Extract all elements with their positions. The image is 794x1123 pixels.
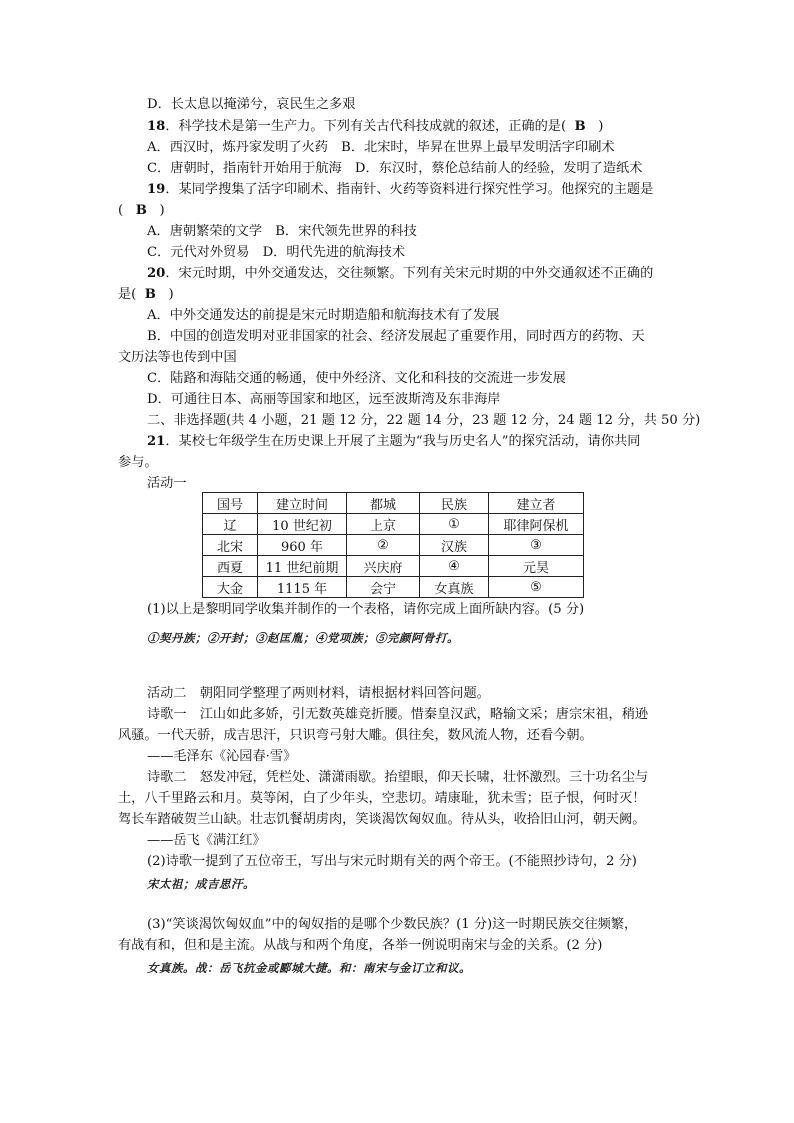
q20-option-a: A．中外交通发达的前提是宋元时期造船和航海技术有了发展 bbox=[147, 308, 500, 323]
poem-one-line2: 风骚。一代天骄，成吉思汗，只识弯弓射大雕。俱往矣，数风流人物，还看今朝。 bbox=[118, 728, 593, 743]
q21-stem bbox=[147, 432, 640, 452]
q21-text: ．某校七年级学生在历史课上开展了主题为“我与历史名人”的探究活动，请你共同 bbox=[165, 434, 641, 449]
q20-option-c: C．陆路和海陆交通的畅通，使中外经济、文化和科技的交流进一步发展 bbox=[147, 371, 566, 386]
q20-answer: B bbox=[144, 287, 156, 302]
q18-close: ) bbox=[598, 119, 604, 134]
q18-options-ab: A．西汉时，炼丹家发明了火药 B．北宋时，毕昇在世界上最早发明活字印刷术 bbox=[147, 140, 615, 155]
table-cell: ① bbox=[420, 514, 489, 535]
table-cell: 辽 bbox=[203, 514, 258, 535]
table-header-cell: 建立时间 bbox=[258, 493, 347, 514]
poem-two-line3: 驾长车踏破贺兰山缺。壮志饥餐胡虏肉，笑谈渴饮匈奴血。待从头，收拾旧山河，朝天阙。 bbox=[118, 812, 646, 827]
table-row bbox=[203, 514, 584, 535]
q20-text: ．宋元时期，中外交通发达，交往频繁。下列有关宋元时期的中外交通叙述不正确的 bbox=[165, 266, 654, 281]
activity-one-label: 活动一 bbox=[147, 476, 187, 491]
q21-sub3-question-cont: 有战有和，但和是主流。从战与和两个角度，各举一例说明南宋与金的关系。(2 分) bbox=[118, 938, 603, 953]
q19-answer: B bbox=[135, 203, 147, 218]
q18-number: 18 bbox=[147, 119, 166, 134]
poem-two-line2: 土，八千里路云和月。莫等闲，白了少年头，空悲切。靖康耻，犹未雪；臣子恨，何时灭！ bbox=[118, 791, 646, 806]
table-cell: 汉族 bbox=[420, 535, 489, 556]
q20-option-b-cont: 文历法等也传到中国 bbox=[118, 350, 237, 365]
table-cell: ⑤ bbox=[489, 577, 584, 598]
table-header-row bbox=[203, 493, 584, 514]
q21-sub3-question: (3)“笑谈渴饮匈奴血”中的匈奴指的是哪个少数民族？(1 分)这一时期民族交往频繁， bbox=[147, 917, 638, 932]
q21-sub2-question: (2)诗歌一提到了五位帝王，写出与宋元时期有关的两个帝王。(不能照抄诗句，2 分) bbox=[147, 854, 637, 869]
q21-sub1-answer: ①契丹族；②开封；③赵匡胤；④党项族；⑤完颜阿骨打。 bbox=[147, 631, 459, 645]
table-header-cell: 都城 bbox=[347, 493, 420, 514]
table-cell: 10 世纪初 bbox=[258, 514, 347, 535]
table-cell: ④ bbox=[420, 556, 489, 577]
q20-answer-line bbox=[118, 285, 174, 305]
q20-option-b: B．中国的创造发明对亚非国家的社会、经济发展起了重要作用，同时西方的药物、天 bbox=[147, 329, 645, 344]
q20-open: 是( bbox=[118, 287, 137, 302]
table-cell: 北宋 bbox=[203, 535, 258, 556]
table-cell: 元昊 bbox=[489, 556, 584, 577]
table-row bbox=[203, 577, 584, 598]
q21-number: 21 bbox=[147, 434, 166, 449]
poem-one-line1: 诗歌一 江山如此多娇，引无数英雄竞折腰。惜秦皇汉武，略输文采；唐宗宋祖，稍逊 bbox=[147, 707, 649, 722]
q19-close: ) bbox=[159, 203, 165, 218]
q21-stem-cont: 参与。 bbox=[118, 455, 158, 470]
activity-two-label: 活动二 朝阳同学整理了两则材料，请根据材料回答问题。 bbox=[147, 686, 490, 701]
table-cell: 960 年 bbox=[258, 535, 347, 556]
q20-close: ) bbox=[168, 287, 174, 302]
dynasty-table bbox=[202, 492, 584, 598]
q17-option-d: D．长太息以掩涕兮，哀民生之多艰 bbox=[147, 97, 356, 112]
poem-two-source: ——岳飞《满江红》 bbox=[147, 833, 266, 848]
table-cell: 耶律阿保机 bbox=[489, 514, 584, 535]
q21-sub3-answer: 女真族。战：岳飞抗金或郾城大捷。和：南宋与金订立和议。 bbox=[147, 961, 471, 975]
table-cell: ③ bbox=[489, 535, 584, 556]
q19-answer-line bbox=[118, 201, 165, 221]
q21-sub2-answer: 宋太祖；成吉思汗。 bbox=[147, 877, 255, 891]
table-cell: 西夏 bbox=[203, 556, 258, 577]
q19-number: 19 bbox=[147, 182, 166, 197]
table-cell: 11 世纪前期 bbox=[258, 556, 347, 577]
q19-options-cd: C．元代对外贸易 D．明代先进的航海技术 bbox=[147, 245, 406, 260]
table-cell: ② bbox=[347, 535, 420, 556]
table-cell: 会宁 bbox=[347, 577, 420, 598]
poem-two-line1: 诗歌二 怒发冲冠，凭栏处、潇潇雨歇。抬望眼，仰天长啸，壮怀激烈。三十功名尘与 bbox=[147, 770, 649, 785]
q19-open: ( bbox=[118, 203, 124, 218]
q19-options-ab: A．唐朝繁荣的文学 B．宋代领先世界的科技 bbox=[147, 224, 417, 239]
table-cell: 女真族 bbox=[420, 577, 489, 598]
q18-answer: B bbox=[574, 119, 586, 134]
table-header-cell: 国号 bbox=[203, 493, 258, 514]
table-cell: 大金 bbox=[203, 577, 258, 598]
q19-text: ．某同学搜集了活字印刷术、指南针、火药等资料进行探究性学习。他探究的主题是 bbox=[165, 182, 654, 197]
table-row bbox=[203, 535, 584, 556]
poem-one-source: ——毛泽东《沁园春·雪》 bbox=[147, 749, 297, 764]
q18-options-cd: C．唐朝时，指南针开始用于航海 D．东汉时，蔡伦总结前人的经验，发明了造纸术 bbox=[147, 161, 643, 176]
section-heading: 二、非选择题(共 4 小题，21 题 12 分，22 题 14 分，23 题 12 分，24 题 12 分，共 50 分) bbox=[147, 413, 701, 428]
q20-number: 20 bbox=[147, 266, 166, 281]
q18-text: ．科学技术是第一生产力。下列有关古代科技成就的叙述，正确的是( bbox=[165, 119, 567, 134]
table-header-cell: 建立者 bbox=[489, 493, 584, 514]
q19-stem bbox=[147, 180, 653, 200]
table-row bbox=[203, 556, 584, 577]
table-header-cell: 民族 bbox=[420, 493, 489, 514]
q18-stem bbox=[147, 117, 603, 137]
q20-stem bbox=[147, 264, 653, 284]
table-cell: 兴庆府 bbox=[347, 556, 420, 577]
q20-option-d: D．可通往日本、高丽等国家和地区，远至波斯湾及东非海岸 bbox=[147, 392, 501, 407]
table-cell: 1115 年 bbox=[258, 577, 347, 598]
q21-sub1-question: (1)以上是黎明同学收集并制作的一个表格，请你完成上面所缺内容。(5 分) bbox=[147, 602, 585, 617]
table-cell: 上京 bbox=[347, 514, 420, 535]
